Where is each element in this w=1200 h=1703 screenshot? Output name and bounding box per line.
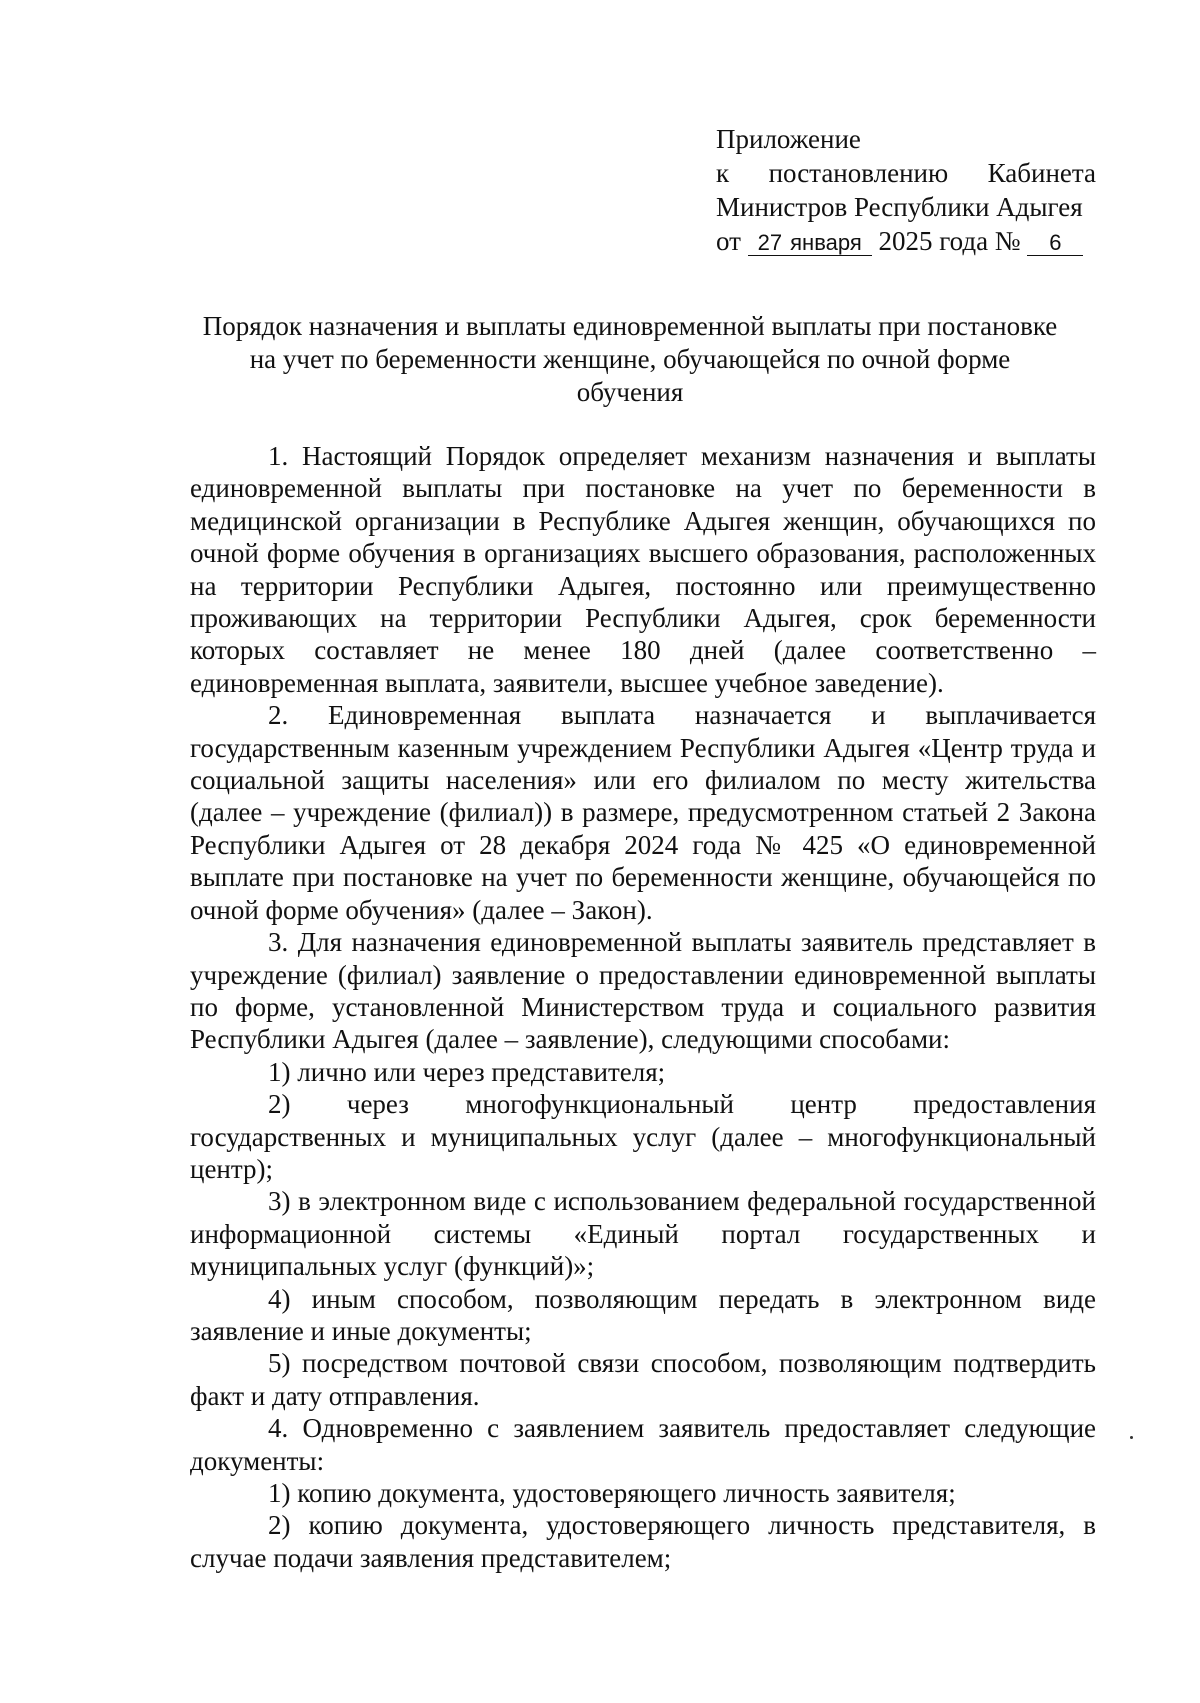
- paragraph: 3. Для назначения единовременной выплаты заявитель представляет в учреждение (филиал) заявление о предоставлении единовременной выплаты по форме, установленной Министерством труда и социального развития Республики Адыгея (далее – заявление), следующими способами:: [190, 927, 1096, 1055]
- list-item: 2) через многофункциональный центр предоставления государственных и муниципальных услуг (далее – многофункциональный центр);: [190, 1089, 1096, 1184]
- list-item: 3) в электронном виде с использованием федеральной государственной информационной системы «Единый портал государственных и муниципальных услуг (функций)»;: [190, 1186, 1096, 1282]
- document-title: [160, 310, 1100, 409]
- paragraph: 4. Одновременно с заявлением заявитель предоставляет следующие документы:: [190, 1413, 1096, 1476]
- appendix-word: постановлению: [768, 158, 949, 188]
- paragraph: 1. Настоящий Порядок определяет механизм назначения и выплаты единовременной выплаты при постановке на учет по беременности в медицинской организации в Республике Адыгея женщин, обучающихся по очной форме обучения в организациях высшего образования, расположенных на территории Республики Адыгея, постоянно или преимущественно проживающих на территории Республики Адыгея, срок беременности которых составляет не менее 180 дней (далее соответственно – единовременная выплата, заявители, высшее учебное заведение).: [190, 441, 1096, 698]
- appendix-word: Кабинета: [987, 158, 1096, 188]
- list-item: 1) лично или через представителя;: [268, 1056, 666, 1087]
- document-body: [190, 440, 1096, 1574]
- appendix-resolution-line: [716, 156, 1096, 190]
- date-prefix: от: [716, 226, 741, 256]
- date-day: 27: [757, 230, 783, 255]
- date-month: января: [790, 230, 862, 255]
- date-year-text: 2025 года №: [878, 226, 1021, 256]
- handwritten-date: [748, 231, 872, 256]
- title-line: на учет по беременности женщине, обучающейся по очной форме: [249, 344, 1011, 374]
- appendix-issuer: Министров Республики Адыгея: [716, 192, 1083, 222]
- title-line: Порядок назначения и выплаты единовременной выплаты при постановке: [202, 311, 1058, 341]
- appendix-word: к: [716, 158, 730, 188]
- title-line: обучения: [576, 377, 684, 407]
- list-item: 1) копию документа, удостоверяющего личность заявителя;: [268, 1478, 956, 1508]
- scan-speck: [1130, 1436, 1133, 1439]
- appendix-label: Приложение: [716, 124, 861, 154]
- paragraph: 2. Единовременная выплата назначается и выплачивается государственным казенным учреждением Республики Адыгея «Центр труда и социальной защиты населения» или его филиалом по месту жительства (далее – учреждение (филиал)) в размере, предусмотренном статьей 2 Закона Республики Адыгея от 28 декабря 2024 года № 425 «О единовременной выплате при постановке на учет по беременности женщине, обучающейся по очной форме обучения» (далее – Закон).: [190, 700, 1096, 925]
- appendix-date-line: [716, 224, 1096, 258]
- appendix-header: [716, 122, 1096, 258]
- list-item: 5) посредством почтовой связи способом, позволяющим подтвердить факт и дату отправления.: [190, 1348, 1096, 1411]
- handwritten-number: 6: [1027, 231, 1083, 256]
- list-item: 4) иным способом, позволяющим передать в электронном виде заявление и иные документы;: [190, 1283, 1096, 1346]
- list-item: 2) копию документа, удостоверяющего личность представителя, в случае подачи заявления представителем;: [190, 1510, 1096, 1573]
